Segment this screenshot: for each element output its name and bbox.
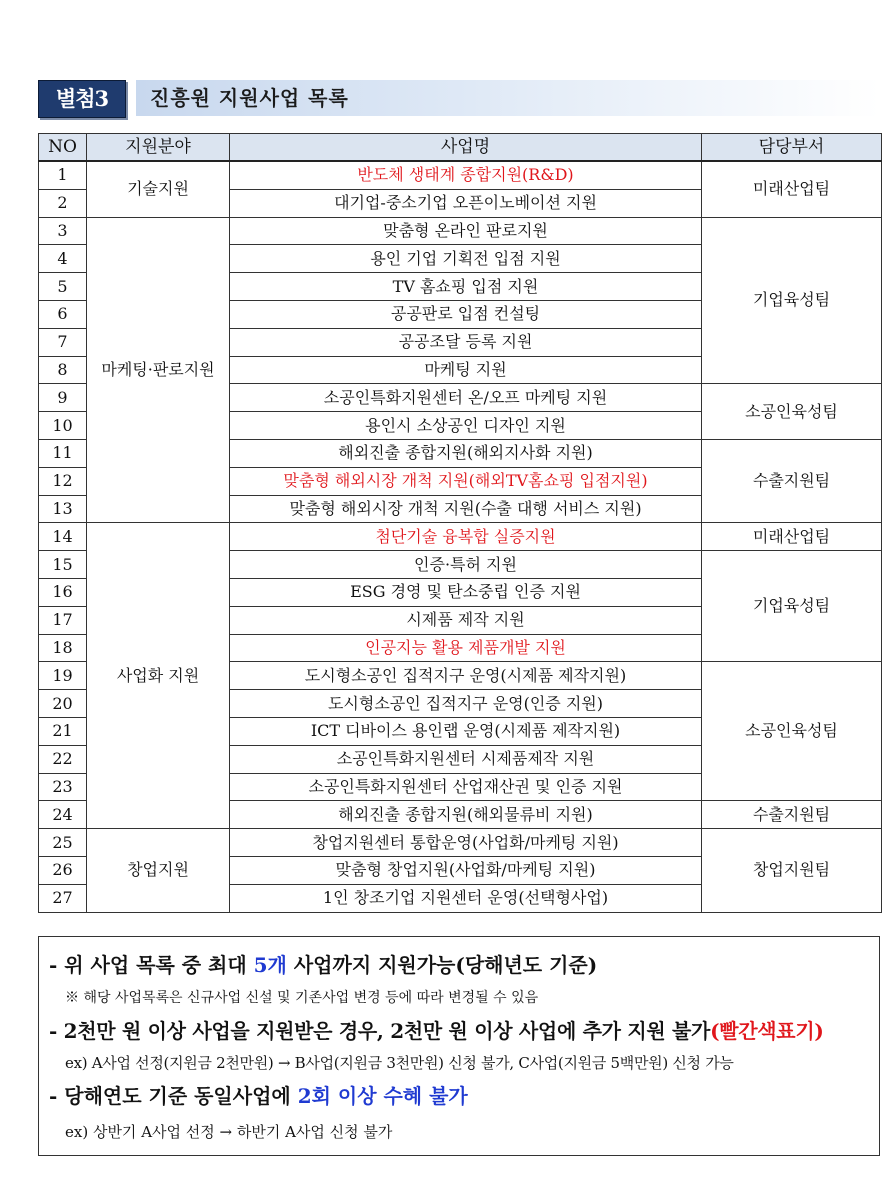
col-header-no: NO — [39, 134, 87, 162]
department: 소공인육성팀 — [702, 384, 882, 440]
program-name: 해외진출 종합지원(해외물류비 지원) — [230, 801, 702, 829]
program-name: 맞춤형 창업지원(사업화/마케팅 지원) — [230, 856, 702, 884]
program-name: 인증·특허 지원 — [230, 551, 702, 579]
support-field: 기술지원 — [87, 161, 230, 217]
support-program-table — [38, 133, 882, 913]
note-example-2: ex) 상반기 A사업 선정 → 하반기 A사업 신청 불가 — [65, 1123, 393, 1141]
row-number: 18 — [39, 634, 87, 662]
row-number: 23 — [39, 773, 87, 801]
row-number: 21 — [39, 717, 87, 745]
col-header-program: 사업명 — [230, 134, 702, 162]
note-duplicate — [49, 1080, 468, 1109]
program-name: 인공지능 활용 제품개발 지원 — [230, 634, 702, 662]
col-header-field: 지원분야 — [87, 134, 230, 162]
page-title: 진흥원 지원사업 목록 — [150, 86, 349, 110]
program-name: 해외진출 종합지원(해외지사화 지원) — [230, 439, 702, 467]
program-name: 용인 기업 기획전 입점 지원 — [230, 245, 702, 273]
row-number: 15 — [39, 551, 87, 579]
row-number: 20 — [39, 690, 87, 718]
notes-box — [38, 936, 880, 1156]
program-name: 소공인특화지원센터 시제품제작 지원 — [230, 745, 702, 773]
appendix-badge: 별첨3 — [38, 80, 126, 118]
support-field: 마케팅·판로지원 — [87, 217, 230, 523]
row-number: 25 — [39, 829, 87, 857]
support-field: 창업지원 — [87, 829, 230, 912]
program-name: 1인 창조기업 지원센터 운영(선택형사업) — [230, 884, 702, 912]
program-name: 시제품 제작 지원 — [230, 606, 702, 634]
row-number: 14 — [39, 523, 87, 551]
note-example-1: ex) A사업 선정(지원금 2천만원) → B사업(지원금 3천만원) 신청 불가, C사업(지원금 5백만원) 신청 가능 — [65, 1054, 734, 1072]
row-number: 13 — [39, 495, 87, 523]
department: 창업지원팀 — [702, 829, 882, 912]
row-number: 17 — [39, 606, 87, 634]
department: 기업육성팀 — [702, 217, 882, 384]
page-header — [38, 80, 880, 118]
row-number: 19 — [39, 662, 87, 690]
row-number: 6 — [39, 300, 87, 328]
program-name: 맞춤형 해외시장 개척 지원(해외TV홈쇼핑 입점지원) — [230, 467, 702, 495]
row-number: 3 — [39, 217, 87, 245]
row-number: 7 — [39, 328, 87, 356]
row-number: 8 — [39, 356, 87, 384]
note-emphasis: 2회 이상 수혜 불가 — [297, 1084, 468, 1108]
department: 미래산업팀 — [702, 161, 882, 217]
table-row — [39, 523, 882, 551]
title-bar — [136, 80, 880, 116]
program-name: 맞춤형 온라인 판로지원 — [230, 217, 702, 245]
note-red-label: (빨간색표기) — [710, 1019, 824, 1043]
program-name: TV 홈쇼핑 입점 지원 — [230, 273, 702, 301]
program-name: 도시형소공인 집적지구 운영(인증 지원) — [230, 690, 702, 718]
program-name: 첨단기술 융복합 실증지원 — [230, 523, 702, 551]
row-number: 9 — [39, 384, 87, 412]
row-number: 22 — [39, 745, 87, 773]
row-number: 12 — [39, 467, 87, 495]
program-name: 대기업-중소기업 오픈이노베이션 지원 — [230, 189, 702, 217]
program-name: 반도체 생태계 종합지원(R&D) — [230, 161, 702, 189]
department: 수출지원팀 — [702, 801, 882, 829]
table-row — [39, 829, 882, 857]
program-name: 창업지원센터 통합운영(사업화/마케팅 지원) — [230, 829, 702, 857]
table-header-row — [39, 134, 882, 162]
support-field: 사업화 지원 — [87, 523, 230, 829]
table-row — [39, 217, 882, 245]
program-name: 공공판로 입점 컨설팅 — [230, 300, 702, 328]
program-name: 용인시 소상공인 디자인 지원 — [230, 412, 702, 440]
note-subtext: ※ 해당 사업목록은 신규사업 신설 및 기존사업 변경 등에 따라 변경될 수 있음 — [65, 990, 539, 1006]
program-name: 마케팅 지원 — [230, 356, 702, 384]
row-number: 2 — [39, 189, 87, 217]
program-name: ICT 디바이스 용인랩 운영(시제품 제작지원) — [230, 717, 702, 745]
row-number: 10 — [39, 412, 87, 440]
program-name: 맞춤형 해외시장 개척 지원(수출 대행 서비스 지원) — [230, 495, 702, 523]
department: 미래산업팀 — [702, 523, 882, 551]
row-number: 11 — [39, 439, 87, 467]
note-text: - 위 사업 목록 중 최대 — [49, 953, 254, 977]
department: 소공인육성팀 — [702, 662, 882, 801]
row-number: 4 — [39, 245, 87, 273]
row-number: 5 — [39, 273, 87, 301]
program-name: 소공인특화지원센터 온/오프 마케팅 지원 — [230, 384, 702, 412]
note-funding-limit — [49, 1015, 824, 1044]
row-number: 1 — [39, 161, 87, 189]
table-row — [39, 161, 882, 189]
note-text: - 2천만 원 이상 사업을 지원받은 경우, 2천만 원 이상 사업에 추가 지원 불가 — [49, 1019, 711, 1043]
program-name: 도시형소공인 집적지구 운영(시제품 제작지원) — [230, 662, 702, 690]
col-header-dept: 담당부서 — [702, 134, 882, 162]
department: 수출지원팀 — [702, 439, 882, 522]
note-text: - 당해연도 기준 동일사업에 — [49, 1084, 298, 1108]
note-max-programs — [49, 949, 597, 978]
program-name: ESG 경영 및 탄소중립 인증 지원 — [230, 578, 702, 606]
note-emphasis: 5개 — [253, 953, 287, 977]
department: 기업육성팀 — [702, 551, 882, 662]
note-text: 사업까지 지원가능(당해년도 기준) — [286, 953, 598, 977]
row-number: 24 — [39, 801, 87, 829]
row-number: 26 — [39, 856, 87, 884]
row-number: 27 — [39, 884, 87, 912]
program-name: 소공인특화지원센터 산업재산권 및 인증 지원 — [230, 773, 702, 801]
program-name: 공공조달 등록 지원 — [230, 328, 702, 356]
row-number: 16 — [39, 578, 87, 606]
